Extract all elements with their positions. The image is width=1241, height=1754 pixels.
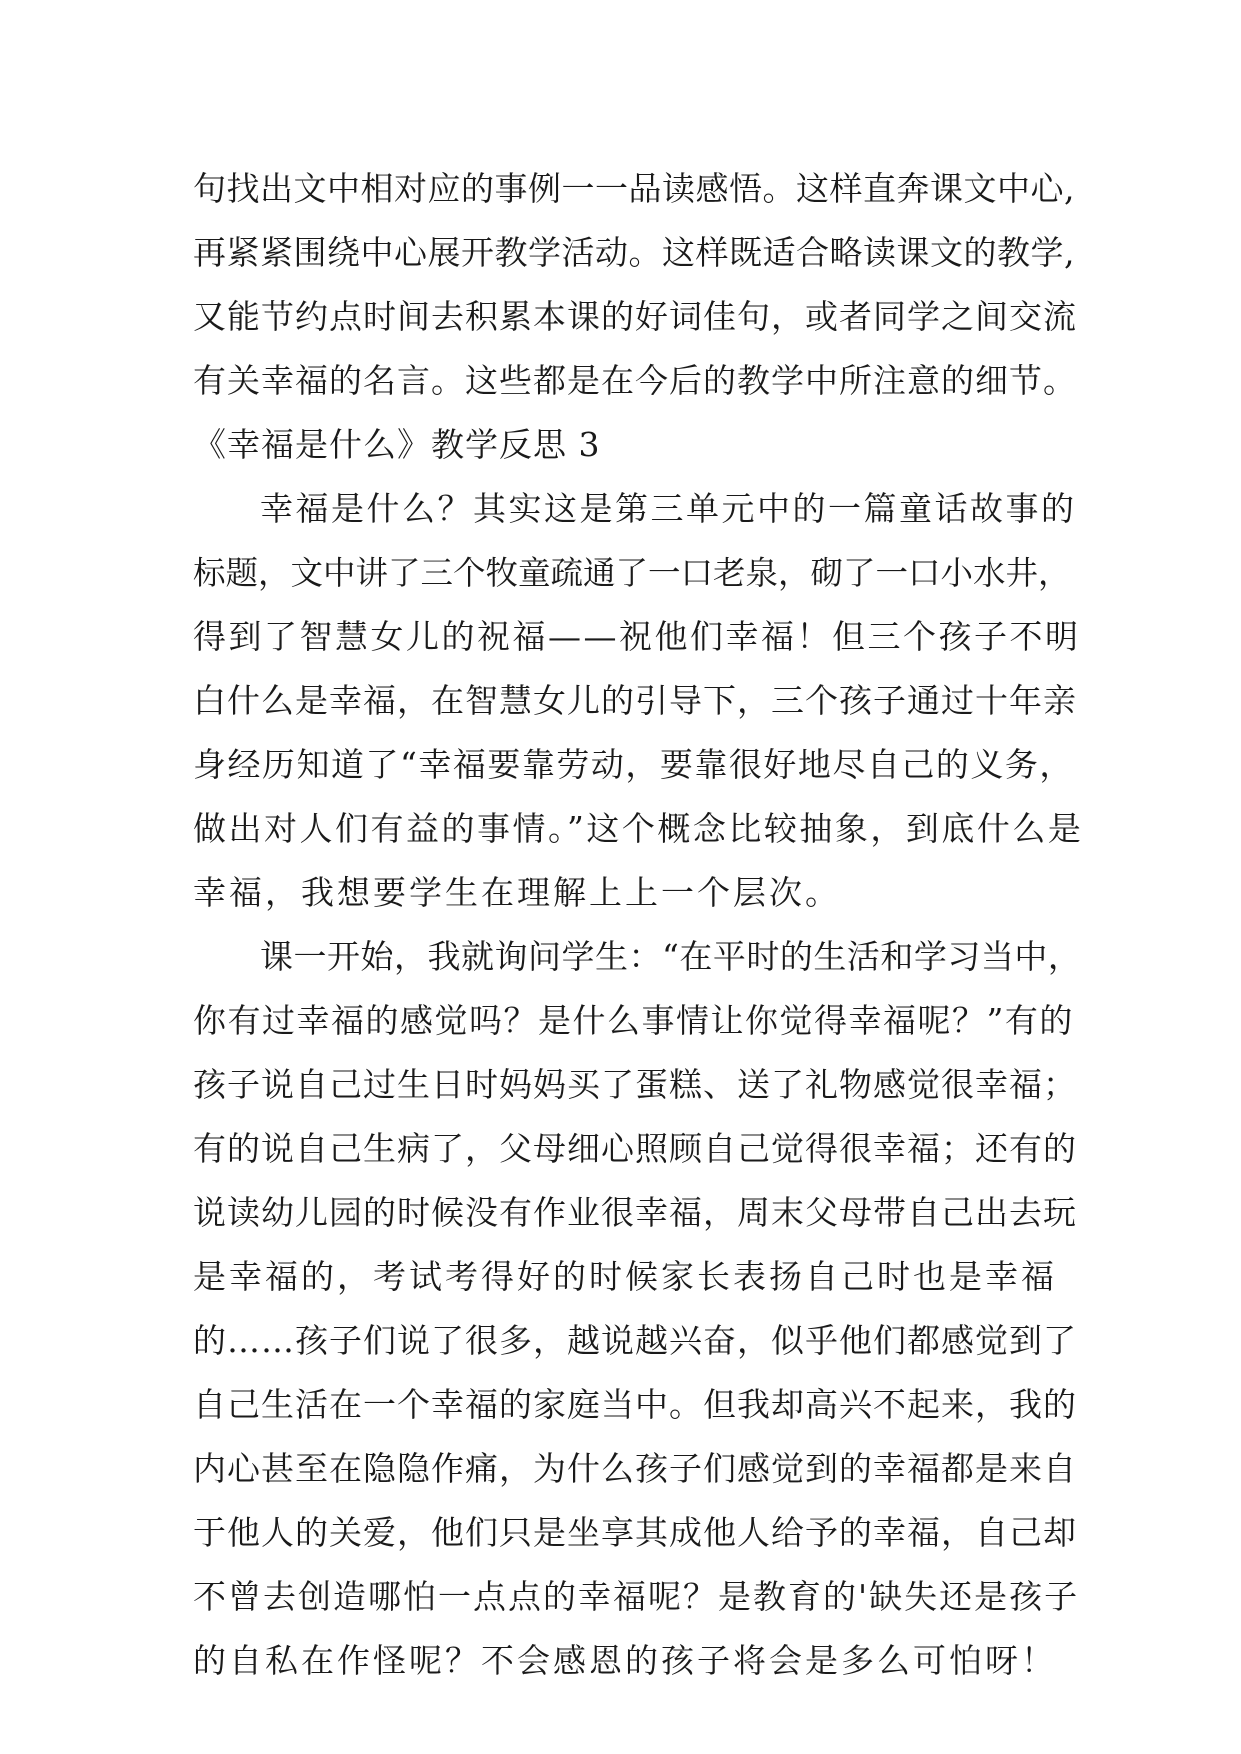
text-line: 得到了智慧女儿的祝福——祝他们幸福！但三个孩子不明: [193, 617, 1081, 656]
text-line: 的……孩子们说了很多，越说越兴奋，似乎他们都感觉到了: [193, 1321, 1077, 1360]
text-line: 幸福是什么？其实这是第三单元中的一篇童话故事的: [260, 489, 1077, 528]
text-line: 身经历知道了“幸福要靠劳动，要靠很好地尽自己的义务，: [193, 745, 1074, 784]
text-line: 于他人的关爱，他们只是坐享其成他人给予的幸福，自己却: [193, 1513, 1077, 1552]
text-line: 内心甚至在隐隐作痛，为什么孩子们感觉到的幸福都是来自: [193, 1449, 1077, 1488]
text-line: 句找出文中相对应的事例一一品读感悟。这样直奔课文中心,: [193, 169, 1075, 208]
text-line: 自己生活在一个幸福的家庭当中。但我却高兴不起来，我的: [193, 1385, 1077, 1424]
text-line: 有的说自己生病了，父母细心照顾自己觉得很幸福；还有的: [193, 1129, 1077, 1168]
text-line: 是幸福的，考试考得好的时候家长表扬自己时也是幸福: [193, 1257, 1057, 1296]
text-line: 不曾去创造哪怕一点点的幸福呢？是教育的'缺失还是孩子: [193, 1577, 1080, 1616]
text-line: 有关幸福的名言。这些都是在今后的教学中所注意的细节。: [193, 361, 1077, 400]
text-line: 你有过幸福的感觉吗？是什么事情让你觉得幸福呢？”有的: [193, 1001, 1074, 1040]
text-line: 孩子说自己过生日时妈妈买了蛋糕、送了礼物感觉很幸福；: [193, 1065, 1077, 1104]
text-line: 做出对人们有益的事情。”这个概念比较抽象，到底什么是: [193, 809, 1084, 848]
text-line: 标题，文中讲了三个牧童疏通了一口老泉，砌了一口小水井，: [193, 554, 1071, 592]
text-line: 的自私在作怪呢？不会感恩的孩子将会是多么可怕呀！: [193, 1641, 1057, 1680]
text-line: 又能节约点时间去积累本课的好词佳句，或者同学之间交流: [193, 297, 1077, 336]
text-line: 说读幼儿园的时候没有作业很幸福，周末父母带自己出去玩: [193, 1193, 1077, 1232]
text-line: 再紧紧围绕中心展开教学活动。这样既适合略读课文的教学,: [193, 233, 1075, 272]
section-heading: 《幸福是什么》教学反思 3: [193, 425, 601, 464]
text-line: 课一开始，我就询问学生：“在平时的生活和学习当中，: [260, 937, 1082, 976]
text-line: 白什么是幸福，在智慧女儿的引导下，三个孩子通过十年亲: [193, 681, 1077, 720]
text-line: 幸福，我想要学生在理解上上一个层次。: [193, 873, 841, 912]
